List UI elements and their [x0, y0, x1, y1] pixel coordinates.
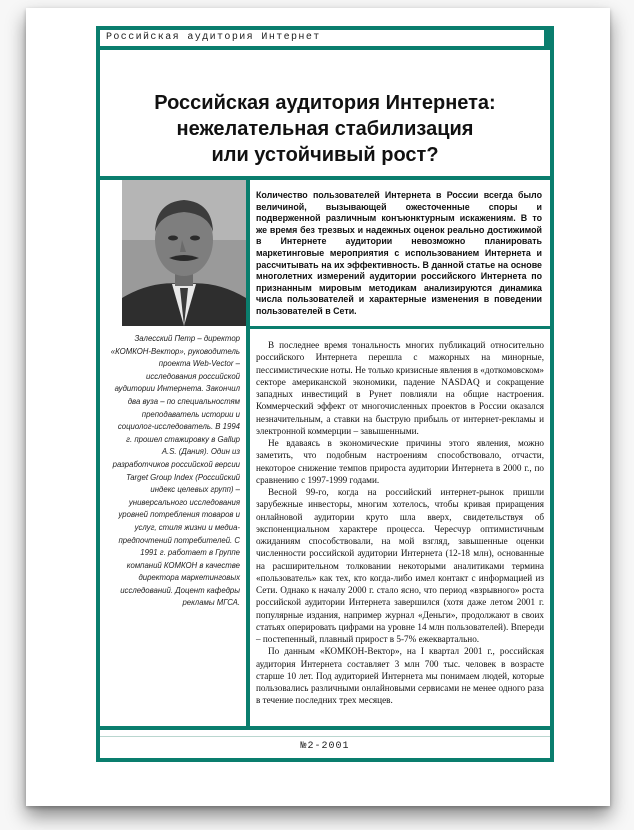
section-title: Российская аудитория Интернет	[100, 30, 544, 46]
paragraph: По данным «КОМКОН-Вектор», на I квартал 2001 г., российская аудитория Интернета составляет 3 млн 700 тыс. человек в возрасте старше 10 лет. Под аудиторией Интернета мы понимаем людей, которые пользовались различными онлайновыми сервисами не менее одного раза в течение последних трех месяцев.	[256, 646, 544, 706]
page-number: 7	[558, 30, 566, 45]
divider-lead	[250, 326, 550, 329]
article-body	[256, 339, 544, 707]
column-divider	[246, 180, 250, 726]
author-photo	[122, 180, 246, 326]
paragraph: Весной 99-го, когда на российский интернет-рынок пришли зарубежные инвесторы, многим хотелось, чтобы кривая приращения онлайновой аудитории круто шла вверх, свидетельствуя об экспоненциальном характере процесса. Чересчур оптимистичным ожиданиям способствовали, на мой взгляд, завышенные оценки численности российской аудитории Интернета (12-18 млн), основанные на расширительном толковании некоторыми аналитиками термина «пользователь» как тех, кто когда-либо имел контакт с информацией из Сети. Однако к началу 2000 г. стало ясно, что период «взрывного» роста российской аудитории Интернета завершился (хотя даже летом 2001 г. популярные издания, например журнал «Деньги», продолжают в своих статьях оперировать цифрами на уровне 14 млн пользователей). Впереди – постепенный, плавный прирост в 5-7% ежеквартально.	[256, 487, 544, 644]
paragraph: Не вдаваясь в экономические причины этого явления, можно заметить, что подобным настроениям способствовало, отчасти, некоторое снижение темпов прироста аудитории Интернета в 2000 г., по сравнению с 1997-1999 годами.	[256, 438, 544, 485]
author-bio: Залесский Петр – директор «КОМКОН-Вектор», руководитель проекта Web-Vector – исследования российской аудитории Интернета. Закончил два вуза – по специальностям преподаватель истории и социолог-исследователь. В 1994 г. прошел стажировку в Gallup A.S. (Дания). Один из разработчиков российской версии Target Group Index (Российский индекс целевых групп) – универсального исследования уровней потребления товаров и услуг, стиля жизни и медиа-предпочтений потребителей. С 1991 г. работает в Группе компаний КОМКОН в качестве директора маркетинговых исследований. Доцент кафедры рекламы МГСА.	[110, 334, 240, 608]
divider-bottom	[100, 726, 550, 730]
article-lead: Количество пользователей Интернета в России всегда было величиной, вызывающей ожесточенные споры и подверженной различным конъюнктурным искажениям. В то же время без трезвых и надежных оценок реально достижимой в Интернете аудитории невозможно планировать маркетинговые мероприятия с использованием Интернета и рассчитывать на их эффективность. В данной статье на основе многолетних измерений аудитории российского Интернета по признанным мировым методикам анализируются динамика числа пользователей и характерные изменения в поведении пользователей в Сети.	[256, 190, 542, 316]
article-title: Российская аудитория Интернета: нежелательная стабилизация или устойчивый рост?	[154, 92, 496, 166]
issue-number: №2-2001	[300, 741, 350, 752]
paragraph: В последнее время тональность многих публикаций относительно российского Интернета перешла с мажорных на минорные, пессимистические ноты. Не только кризисные явления в «доткомовском» секторе американской экономики, падение NASDAQ и сокращение западных инвестиций в Рунет повлияли на общие настроения. Коммерческий эффект от многочисленных проектов в России оказался незначительным, а ставки на быструю прибыль от интернет-рекламы и электронной коммерции – завышенными.	[256, 340, 544, 436]
